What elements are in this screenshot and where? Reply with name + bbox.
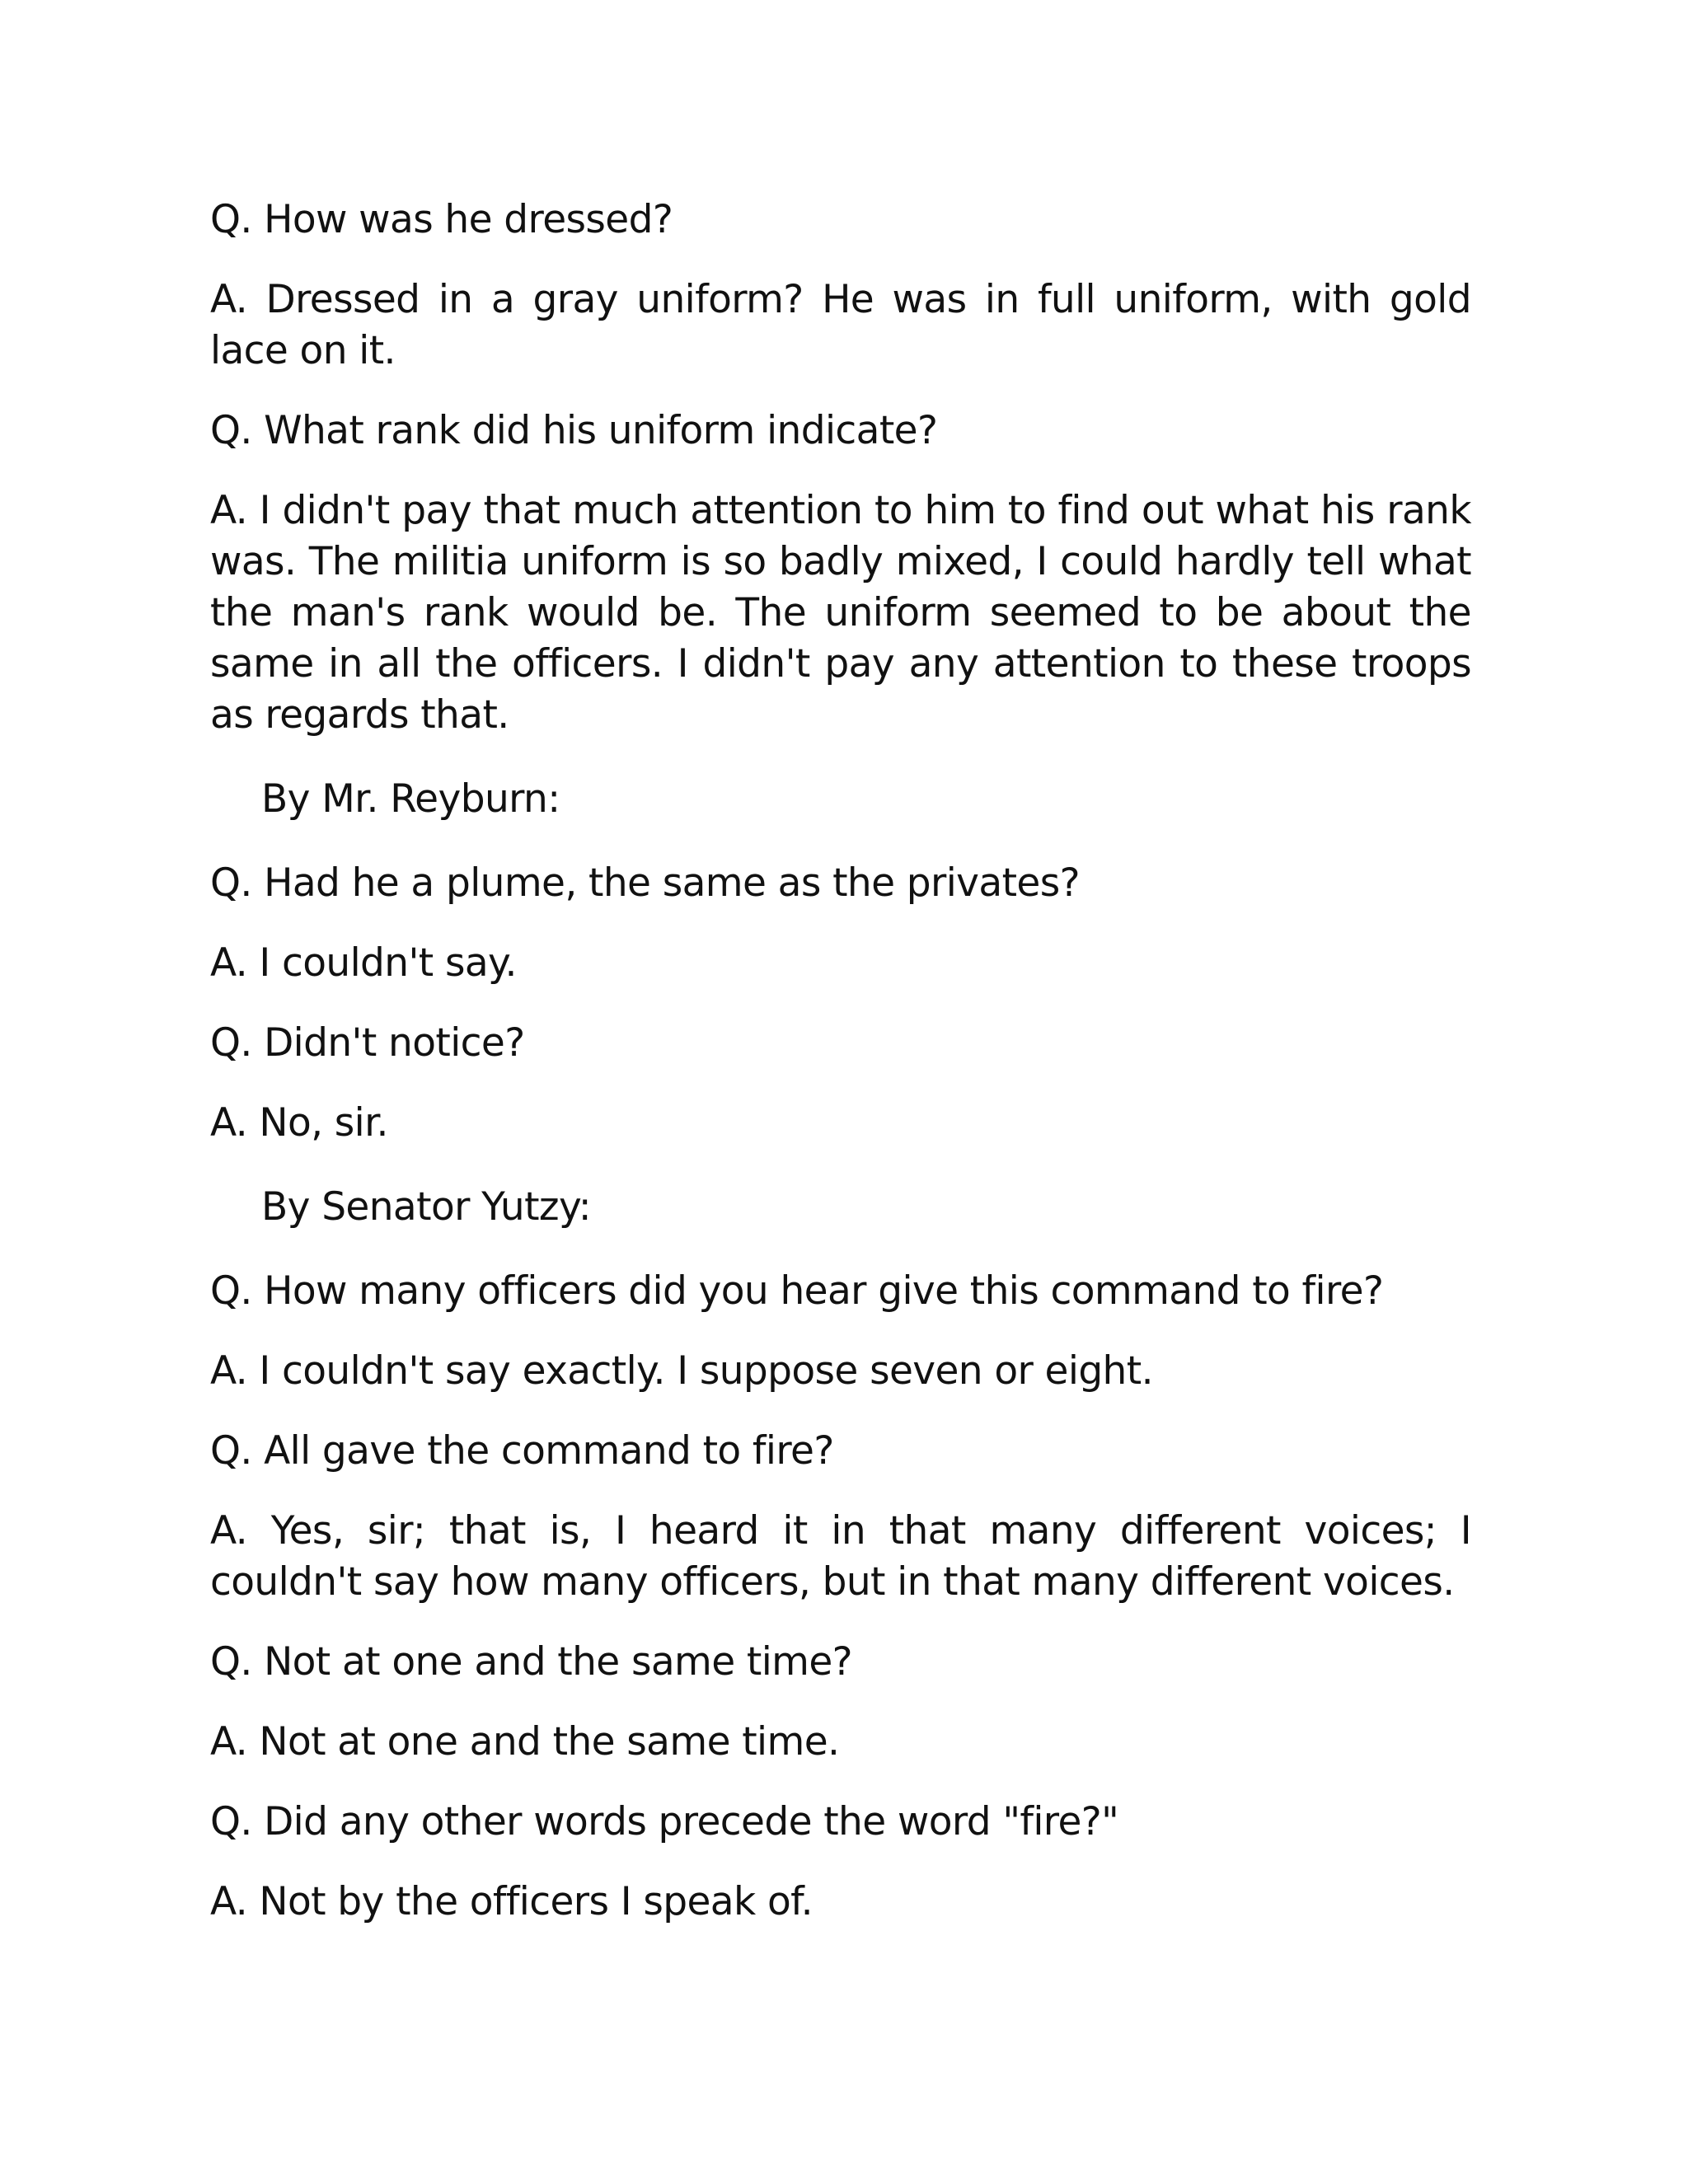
answer-text: A. Not at one and the same time. — [210, 1719, 840, 1765]
answer-text: A. Not by the officers I speak of. — [210, 1879, 813, 1924]
question-text: Q. Did any other words precede the word "fire?" — [210, 1799, 1119, 1844]
answer-text: A. I couldn't say exactly. I suppose seven or eight. — [210, 1348, 1153, 1394]
question-text: Q. All gave the command to fire? — [210, 1428, 834, 1474]
question-text: Q. What rank did his uniform indicate? — [210, 408, 938, 453]
answer-text: A. I couldn't say. — [210, 940, 517, 986]
question-text: Q. Not at one and the same time? — [210, 1639, 853, 1685]
examiner-heading: By Senator Yutzy: — [261, 1184, 592, 1230]
question-text: Q. How was he dressed? — [210, 197, 673, 242]
answer-text: A. Dressed in a gray uniform? He was in full uniform, with gold lace on it. — [210, 277, 1471, 373]
question-text: Q. How many officers did you hear give this command to fire? — [210, 1268, 1384, 1314]
document-page — [210, 194, 1471, 1957]
answer-text: A. No, sir. — [210, 1100, 388, 1146]
question-text: Q. Had he a plume, the same as the privates? — [210, 860, 1080, 906]
question-text: Q. Didn't notice? — [210, 1020, 525, 1066]
answer-text: A. Yes, sir; that is, I heard it in that many different voices; I couldn't say how many officers, but in that many different voices. — [210, 1508, 1471, 1605]
examiner-heading: By Mr. Reyburn: — [261, 776, 560, 822]
answer-text: A. I didn't pay that much attention to him to find out what his rank was. The militia uniform is so badly mixed, I could hardly tell what the man's rank would be. The uniform seemed to be about the same in all the officers. I didn't pay any attention to these troops as regards that. — [210, 488, 1471, 738]
